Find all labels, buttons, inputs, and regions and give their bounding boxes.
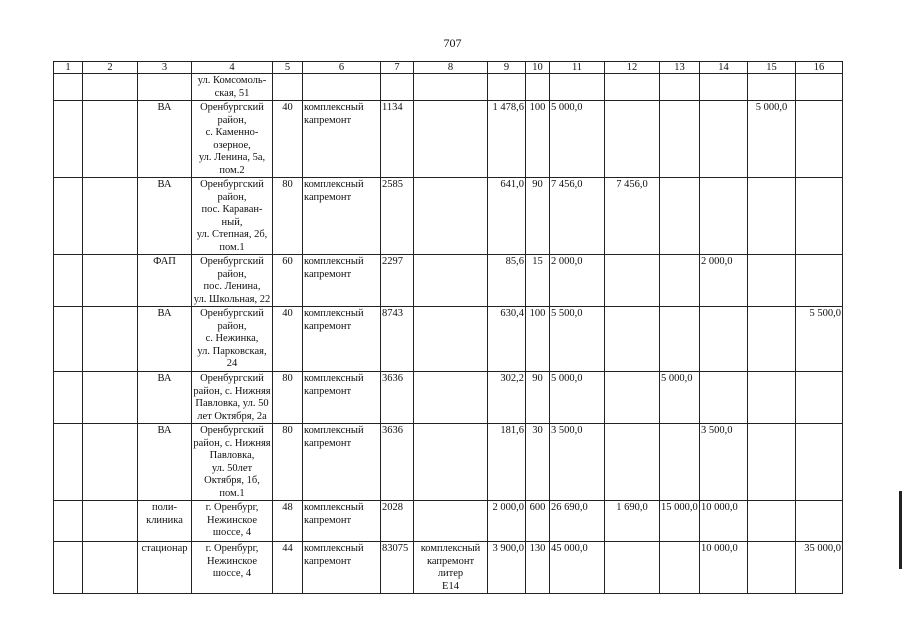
empty-c2-cell	[83, 542, 138, 594]
cell-col-9: 630,4	[488, 307, 526, 372]
cell-col-13	[660, 424, 700, 501]
column-number-8: 8	[414, 62, 488, 74]
cell-col-16: 35 000,0	[796, 542, 843, 594]
cell-col-3: ВА	[138, 424, 192, 501]
cell-col-7: 8743	[381, 307, 414, 372]
cell-col-11: 5 000,0	[550, 101, 605, 178]
cell-col-8	[414, 501, 488, 542]
empty-c2-cell	[83, 101, 138, 178]
column-number-5: 5	[273, 62, 303, 74]
cell-col-10	[526, 74, 550, 101]
cell-col-3: ВА	[138, 101, 192, 178]
cell-col-10: 30	[526, 424, 550, 501]
cell-col-15	[748, 178, 796, 255]
cell-col-15	[748, 542, 796, 594]
cell-col-4: Оренбургский район, пос. Караван- ный, ул. Степная, 2б, пом.1	[192, 178, 273, 255]
column-number-16: 16	[796, 62, 843, 74]
table-row	[54, 372, 843, 424]
cell-col-5: 40	[273, 307, 303, 372]
cell-col-10: 600	[526, 501, 550, 542]
cell-col-7: 3636	[381, 424, 414, 501]
cell-col-13: 5 000,0	[660, 372, 700, 424]
cell-col-10: 90	[526, 372, 550, 424]
cell-col-6: комплексный капремонт	[303, 501, 381, 542]
column-number-13: 13	[660, 62, 700, 74]
cell-col-9: 181,6	[488, 424, 526, 501]
cell-col-4: Оренбургский район, с. Нижняя Павловка, ул. 50лет Октября, 1б, пом.1	[193, 425, 271, 499]
cell-col-14	[700, 372, 748, 424]
cell-col-8	[414, 178, 488, 255]
cell-col-13: 15 000,0	[660, 501, 700, 542]
cell-col-12: 7 456,0	[605, 178, 660, 255]
cell-col-8	[414, 255, 488, 307]
empty-c1-cell	[54, 372, 83, 424]
cell-col-9: 3 900,0	[488, 542, 526, 594]
column-number-7: 7	[381, 62, 414, 74]
cell-col-12	[605, 307, 660, 372]
cell-col-10: 15	[526, 255, 550, 307]
cell-col-9: 85,6	[488, 255, 526, 307]
cell-col-15	[748, 424, 796, 501]
cell-col-16: 5 500,0	[796, 307, 843, 372]
column-number-15: 15	[748, 62, 796, 74]
cell-col-3: ВА	[138, 178, 192, 255]
cell-col-7: 2028	[381, 501, 414, 542]
cell-col-15	[748, 307, 796, 372]
column-number-10: 10	[526, 62, 550, 74]
empty-c2-cell	[83, 424, 138, 501]
cell-col-13	[660, 178, 700, 255]
cell-col-16	[796, 178, 843, 255]
cell-col-14: 10 000,0	[700, 542, 748, 594]
cell-col-9: 1 478,6	[488, 101, 526, 178]
cell-col-8	[414, 74, 488, 101]
empty-c1-cell	[54, 542, 83, 594]
cell-col-13	[660, 74, 700, 101]
cell-col-6: комплексный капремонт	[303, 307, 381, 372]
cell-col-9: 641,0	[488, 178, 526, 255]
cell-col-5: 40	[273, 101, 303, 178]
cell-col-10: 100	[526, 307, 550, 372]
column-number-6: 6	[303, 62, 381, 74]
cell-col-12	[605, 101, 660, 178]
cell-col-3: ФАП	[138, 255, 192, 307]
cell-col-7: 2297	[381, 255, 414, 307]
empty-c1-cell	[54, 424, 83, 501]
scan-edge-mark	[899, 491, 902, 569]
column-number-9: 9	[488, 62, 526, 74]
cell-col-3: ВА	[138, 307, 192, 372]
cell-col-11: 5 500,0	[550, 307, 605, 372]
cell-col-14: 2 000,0	[700, 255, 748, 307]
cell-col-16	[796, 74, 843, 101]
cell-col-6: комплексный капремонт	[303, 424, 381, 501]
cell-col-14	[700, 101, 748, 178]
cell-col-13	[660, 255, 700, 307]
cell-col-9	[488, 74, 526, 101]
empty-c2-cell	[83, 372, 138, 424]
cell-col-16	[796, 501, 843, 542]
cell-col-8	[414, 101, 488, 178]
cell-col-16	[796, 101, 843, 178]
cell-col-9: 2 000,0	[488, 501, 526, 542]
cell-col-16	[796, 424, 843, 501]
cell-col-12	[605, 542, 660, 594]
cell-col-7	[381, 74, 414, 101]
cell-col-12	[605, 372, 660, 424]
cell-col-11: 5 000,0	[550, 372, 605, 424]
table-row	[54, 501, 843, 542]
cell-col-3: поли- клиника	[138, 501, 192, 542]
cell-col-6: комплексный капремонт	[303, 255, 381, 307]
cell-col-6: комплексный капремонт	[303, 178, 381, 255]
table-row	[54, 178, 843, 255]
cell-col-8: комплексный капремонт литер Е14	[414, 542, 488, 594]
cell-col-16	[796, 372, 843, 424]
column-number-1: 1	[54, 62, 83, 74]
cell-col-13	[660, 307, 700, 372]
cell-col-11	[550, 74, 605, 101]
cell-col-8	[414, 307, 488, 372]
cell-col-14	[700, 307, 748, 372]
page-number: 707	[443, 36, 462, 50]
cell-col-3: стационар	[138, 542, 192, 594]
cell-col-12	[605, 74, 660, 101]
empty-c2-cell	[83, 74, 138, 101]
cell-col-15	[748, 501, 796, 542]
empty-c2-cell	[83, 178, 138, 255]
table-row	[54, 424, 843, 501]
cell-col-12	[605, 424, 660, 501]
cell-col-13	[660, 542, 700, 594]
cell-col-14: 10 000,0	[700, 501, 748, 542]
empty-c1-cell	[54, 74, 83, 101]
cell-col-6: комплексный капремонт	[303, 542, 381, 594]
cell-col-12: 1 690,0	[605, 501, 660, 542]
cell-col-15	[748, 74, 796, 101]
cell-col-5	[273, 74, 303, 101]
cell-col-6	[303, 74, 381, 101]
empty-c2-cell	[83, 307, 138, 372]
cell-col-11: 3 500,0	[550, 424, 605, 501]
empty-c1-cell	[54, 501, 83, 542]
column-number-4: 4	[192, 62, 273, 74]
cell-col-13	[660, 101, 700, 178]
cell-col-12	[605, 255, 660, 307]
empty-c2-cell	[83, 255, 138, 307]
cell-col-4: г. Оренбург, Нежинское шоссе, 4	[192, 542, 273, 594]
cell-col-8	[414, 372, 488, 424]
cell-col-7: 3636	[381, 372, 414, 424]
cell-col-7: 1134	[381, 101, 414, 178]
column-number-14: 14	[700, 62, 748, 74]
column-number-12: 12	[605, 62, 660, 74]
cell-col-6: комплексный капремонт	[303, 101, 381, 178]
cell-col-9: 302,2	[488, 372, 526, 424]
cell-col-8	[414, 424, 488, 501]
column-number-3: 3	[138, 62, 192, 74]
cell-col-10: 90	[526, 178, 550, 255]
empty-c1-cell	[54, 307, 83, 372]
empty-c1-cell	[54, 178, 83, 255]
column-number-row	[54, 62, 843, 74]
cell-col-7: 83075	[381, 542, 414, 594]
cell-col-3	[138, 74, 192, 101]
table-row	[54, 101, 843, 178]
cell-col-15	[748, 372, 796, 424]
cell-col-4: Оренбургский район, с. Нежинка, ул. Парковская, 24	[192, 307, 273, 372]
empty-c1-cell	[54, 101, 83, 178]
empty-c1-cell	[54, 255, 83, 307]
cell-col-15	[748, 255, 796, 307]
cell-col-14	[700, 74, 748, 101]
repair-program-table	[53, 61, 843, 594]
cell-col-15: 5 000,0	[748, 101, 796, 178]
cell-col-5: 80	[273, 424, 303, 501]
cell-col-4: ул. Комсомоль- ская, 51	[192, 74, 273, 101]
cell-col-16	[796, 255, 843, 307]
cell-col-7: 2585	[381, 178, 414, 255]
cell-col-4: Оренбургский район, с. Нижняя Павловка, ул. 50 лет Октября, 2а	[193, 373, 271, 422]
cell-col-11: 45 000,0	[550, 542, 605, 594]
table-row	[54, 307, 843, 372]
empty-c2-cell	[83, 501, 138, 542]
table-row	[54, 255, 843, 307]
cell-col-4: Оренбургский район, пос. Ленина, ул. Школьная, 22	[192, 255, 273, 307]
cell-col-5: 60	[273, 255, 303, 307]
table-row	[54, 542, 843, 594]
cell-col-5: 48	[273, 501, 303, 542]
column-number-11: 11	[550, 62, 605, 74]
column-number-2: 2	[83, 62, 138, 74]
cell-col-3: ВА	[138, 372, 192, 424]
cell-col-14	[700, 178, 748, 255]
cell-col-5: 44	[273, 542, 303, 594]
cell-col-10: 100	[526, 101, 550, 178]
cell-col-5: 80	[273, 372, 303, 424]
cell-col-11: 7 456,0	[550, 178, 605, 255]
cell-col-4: Оренбургский район, с. Каменно- озерное, ул. Ленина, 5а, пом.2	[192, 101, 273, 178]
cell-col-11: 2 000,0	[550, 255, 605, 307]
cell-col-5: 80	[273, 178, 303, 255]
table-row	[54, 74, 843, 101]
cell-col-14: 3 500,0	[700, 424, 748, 501]
cell-col-6: комплексный капремонт	[303, 372, 381, 424]
cell-col-4: г. Оренбург, Нежинское шоссе, 4	[192, 501, 273, 542]
cell-col-10: 130	[526, 542, 550, 594]
cell-col-11: 26 690,0	[550, 501, 605, 542]
